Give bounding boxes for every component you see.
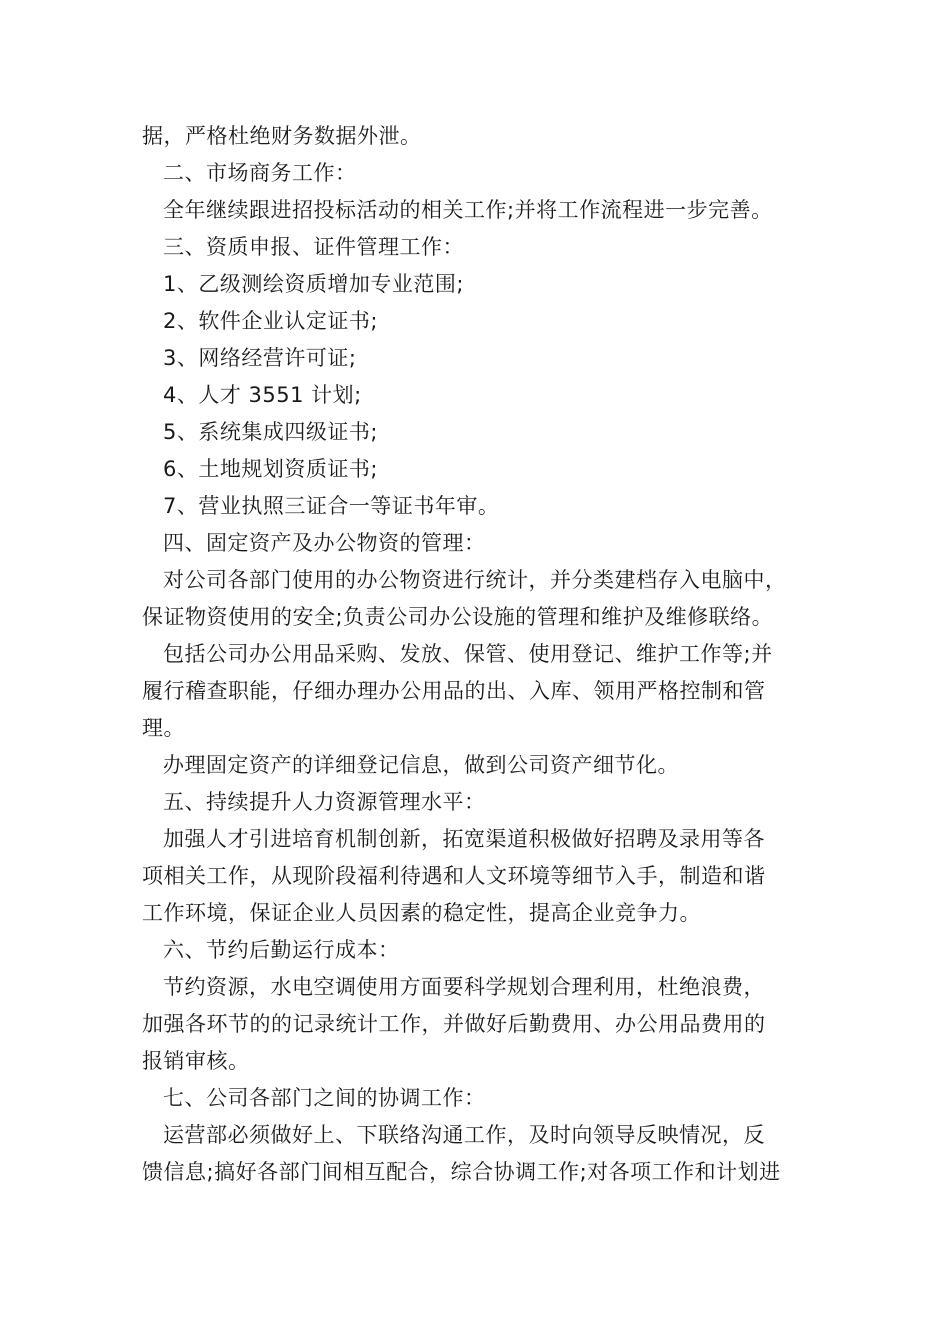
section-heading: 七、公司各部门之间的协调工作： <box>163 1086 486 1110</box>
text-line: 办理固定资产的详细登记信息，做到公司资产细节化。 <box>163 753 679 777</box>
text-line: 对公司各部门使用的办公物资进行统计，并分类建档存入电脑中， <box>163 568 787 592</box>
text-line: 馈信息;搞好各部门间相互配合，综合协调工作;对各项工作和计划进 <box>142 1160 781 1184</box>
text-line: 包括公司办公用品采购、发放、保管、使用登记、维护工作等;并 <box>163 642 773 666</box>
list-item: 5、系统集成四级证书; <box>163 420 378 444</box>
text-line: 理。 <box>142 716 185 740</box>
list-item: 2、软件企业认定证书; <box>163 309 378 333</box>
text-line: 加强各环节的的记录统计工作，并做好后勤费用、办公用品费用的 <box>142 1012 766 1036</box>
text-line: 项相关工作，从现阶段福利待遇和人文环境等细节入手，制造和谐 <box>142 864 766 888</box>
text-line: 运营部必须做好上、下联络沟通工作，及时向领导反映情况，反 <box>163 1123 765 1147</box>
list-item: 1、乙级测绘资质增加专业范围; <box>163 272 464 296</box>
list-item: 6、土地规划资质证书; <box>163 457 378 481</box>
text-line: 加强人才引进培育机制创新，拓宽渠道积极做好招聘及录用等各 <box>163 827 765 851</box>
list-item: 3、网络经营许可证; <box>163 346 357 370</box>
list-item: 7、营业执照三证合一等证书年审。 <box>163 494 500 518</box>
section-heading: 六、节约后勤运行成本： <box>163 938 400 962</box>
text-line: 履行稽查职能，仔细办理办公用品的出、入库、领用严格控制和管 <box>142 679 766 703</box>
section-heading: 五、持续提升人力资源管理水平： <box>163 790 486 814</box>
list-item: 4、人才 3551 计划; <box>163 383 362 407</box>
text-line: 报销审核。 <box>142 1049 250 1073</box>
section-heading: 三、资质申报、证件管理工作： <box>163 235 464 259</box>
text-line: 工作环境，保证企业人员因素的稳定性，提高企业竞争力。 <box>142 901 701 925</box>
text-line: 保证物资使用的安全;负责公司办公设施的管理和维护及维修联络。 <box>142 605 774 629</box>
section-heading: 二、市场商务工作： <box>163 161 357 185</box>
text-line: 节约资源，水电空调使用方面要科学规划合理利用，杜绝浪费， <box>163 975 765 999</box>
section-heading: 四、固定资产及办公物资的管理： <box>163 531 486 555</box>
text-line: 据，严格杜绝财务数据外泄。 <box>142 124 422 148</box>
text-line: 全年继续跟进招投标活动的相关工作;并将工作流程进一步完善。 <box>163 198 773 222</box>
document-body <box>142 118 822 1191</box>
